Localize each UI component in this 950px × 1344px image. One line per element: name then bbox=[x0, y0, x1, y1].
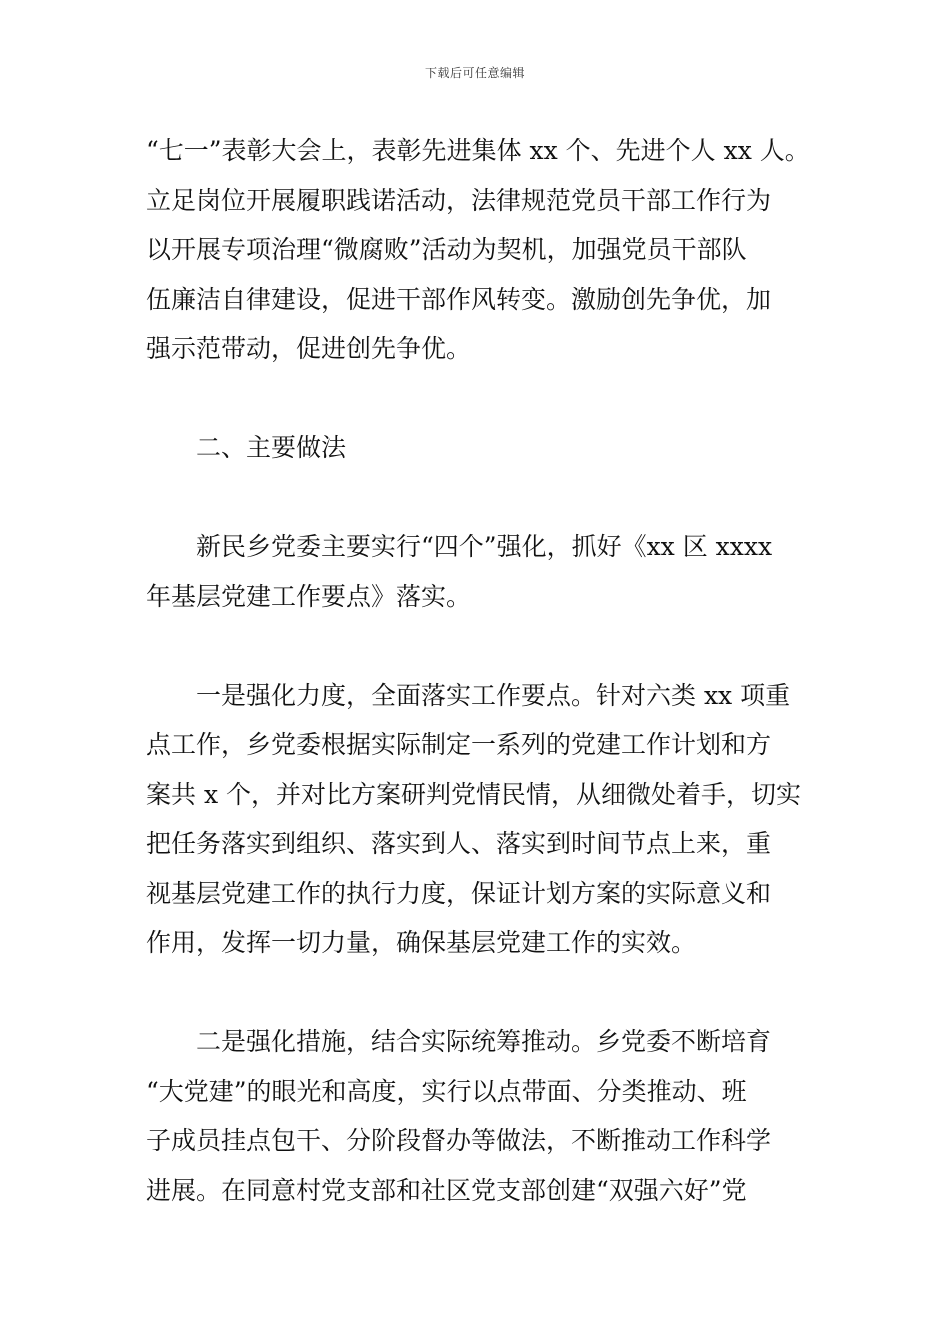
text-line: “七一”表彰大会上，表彰先进集体 xx 个、先进个人 xx 人。 bbox=[146, 136, 810, 165]
text-line: 立足岗位开展履职践诺活动，法律规范党员干部工作行为 bbox=[146, 185, 772, 215]
paragraph-spacer bbox=[146, 374, 816, 424]
text-line: 一是强化力度，全面落实工作要点。针对六类 xx 项重 bbox=[196, 680, 791, 710]
text-line: 年基层党建工作要点》落实。 bbox=[146, 581, 472, 611]
page-header: 下载后可任意编辑 bbox=[424, 66, 525, 80]
paragraph-spacer bbox=[146, 968, 816, 1018]
text-line: 案共 x 个，并对比方案研判党情民情，从细微处着手，切实 bbox=[146, 779, 801, 809]
text-line: 二是强化措施，结合实际统筹推动。乡党委不断培育 bbox=[196, 1027, 772, 1056]
paragraph-spacer bbox=[146, 473, 816, 523]
text-line: 强示范带动，促进创先争优。 bbox=[146, 334, 472, 363]
text-line: 把任务落实到组织、落实到人、落实到时间节点上来，重 bbox=[146, 829, 772, 858]
text-line: 新民乡党委主要实行“四个”强化，抓好《xx 区 xxxx bbox=[196, 532, 773, 561]
text-line: 子成员挂点包干、分阶段督办等做法，不断推动工作科学 bbox=[146, 1126, 772, 1155]
text-line: “大党建”的眼光和高度，实行以点带面、分类推动、班 bbox=[146, 1076, 747, 1106]
paragraph bbox=[146, 126, 816, 374]
paragraph bbox=[146, 522, 816, 621]
paragraph bbox=[146, 1017, 816, 1215]
text-line: 作用，发挥一切力量，确保基层党建工作的实效。 bbox=[146, 928, 697, 957]
text-line: 以开展专项治理“微腐败”活动为契机，加强党员干部队 bbox=[146, 235, 747, 264]
section-heading: 二、主要做法 bbox=[196, 433, 347, 462]
paragraph bbox=[146, 671, 816, 968]
text-line: 点工作，乡党委根据实际制定一系列的党建工作计划和方 bbox=[146, 730, 772, 759]
document-body bbox=[146, 126, 816, 1215]
paragraph-spacer bbox=[146, 621, 816, 671]
text-line: 伍廉洁自律建设，促进干部作风转变。激励创先争优，加 bbox=[146, 284, 772, 314]
text-line: 视基层党建工作的执行力度，保证计划方案的实际意义和 bbox=[146, 878, 772, 908]
text-line: 进展。在同意村党支部和社区党支部创建“双强六好”党 bbox=[146, 1175, 747, 1205]
